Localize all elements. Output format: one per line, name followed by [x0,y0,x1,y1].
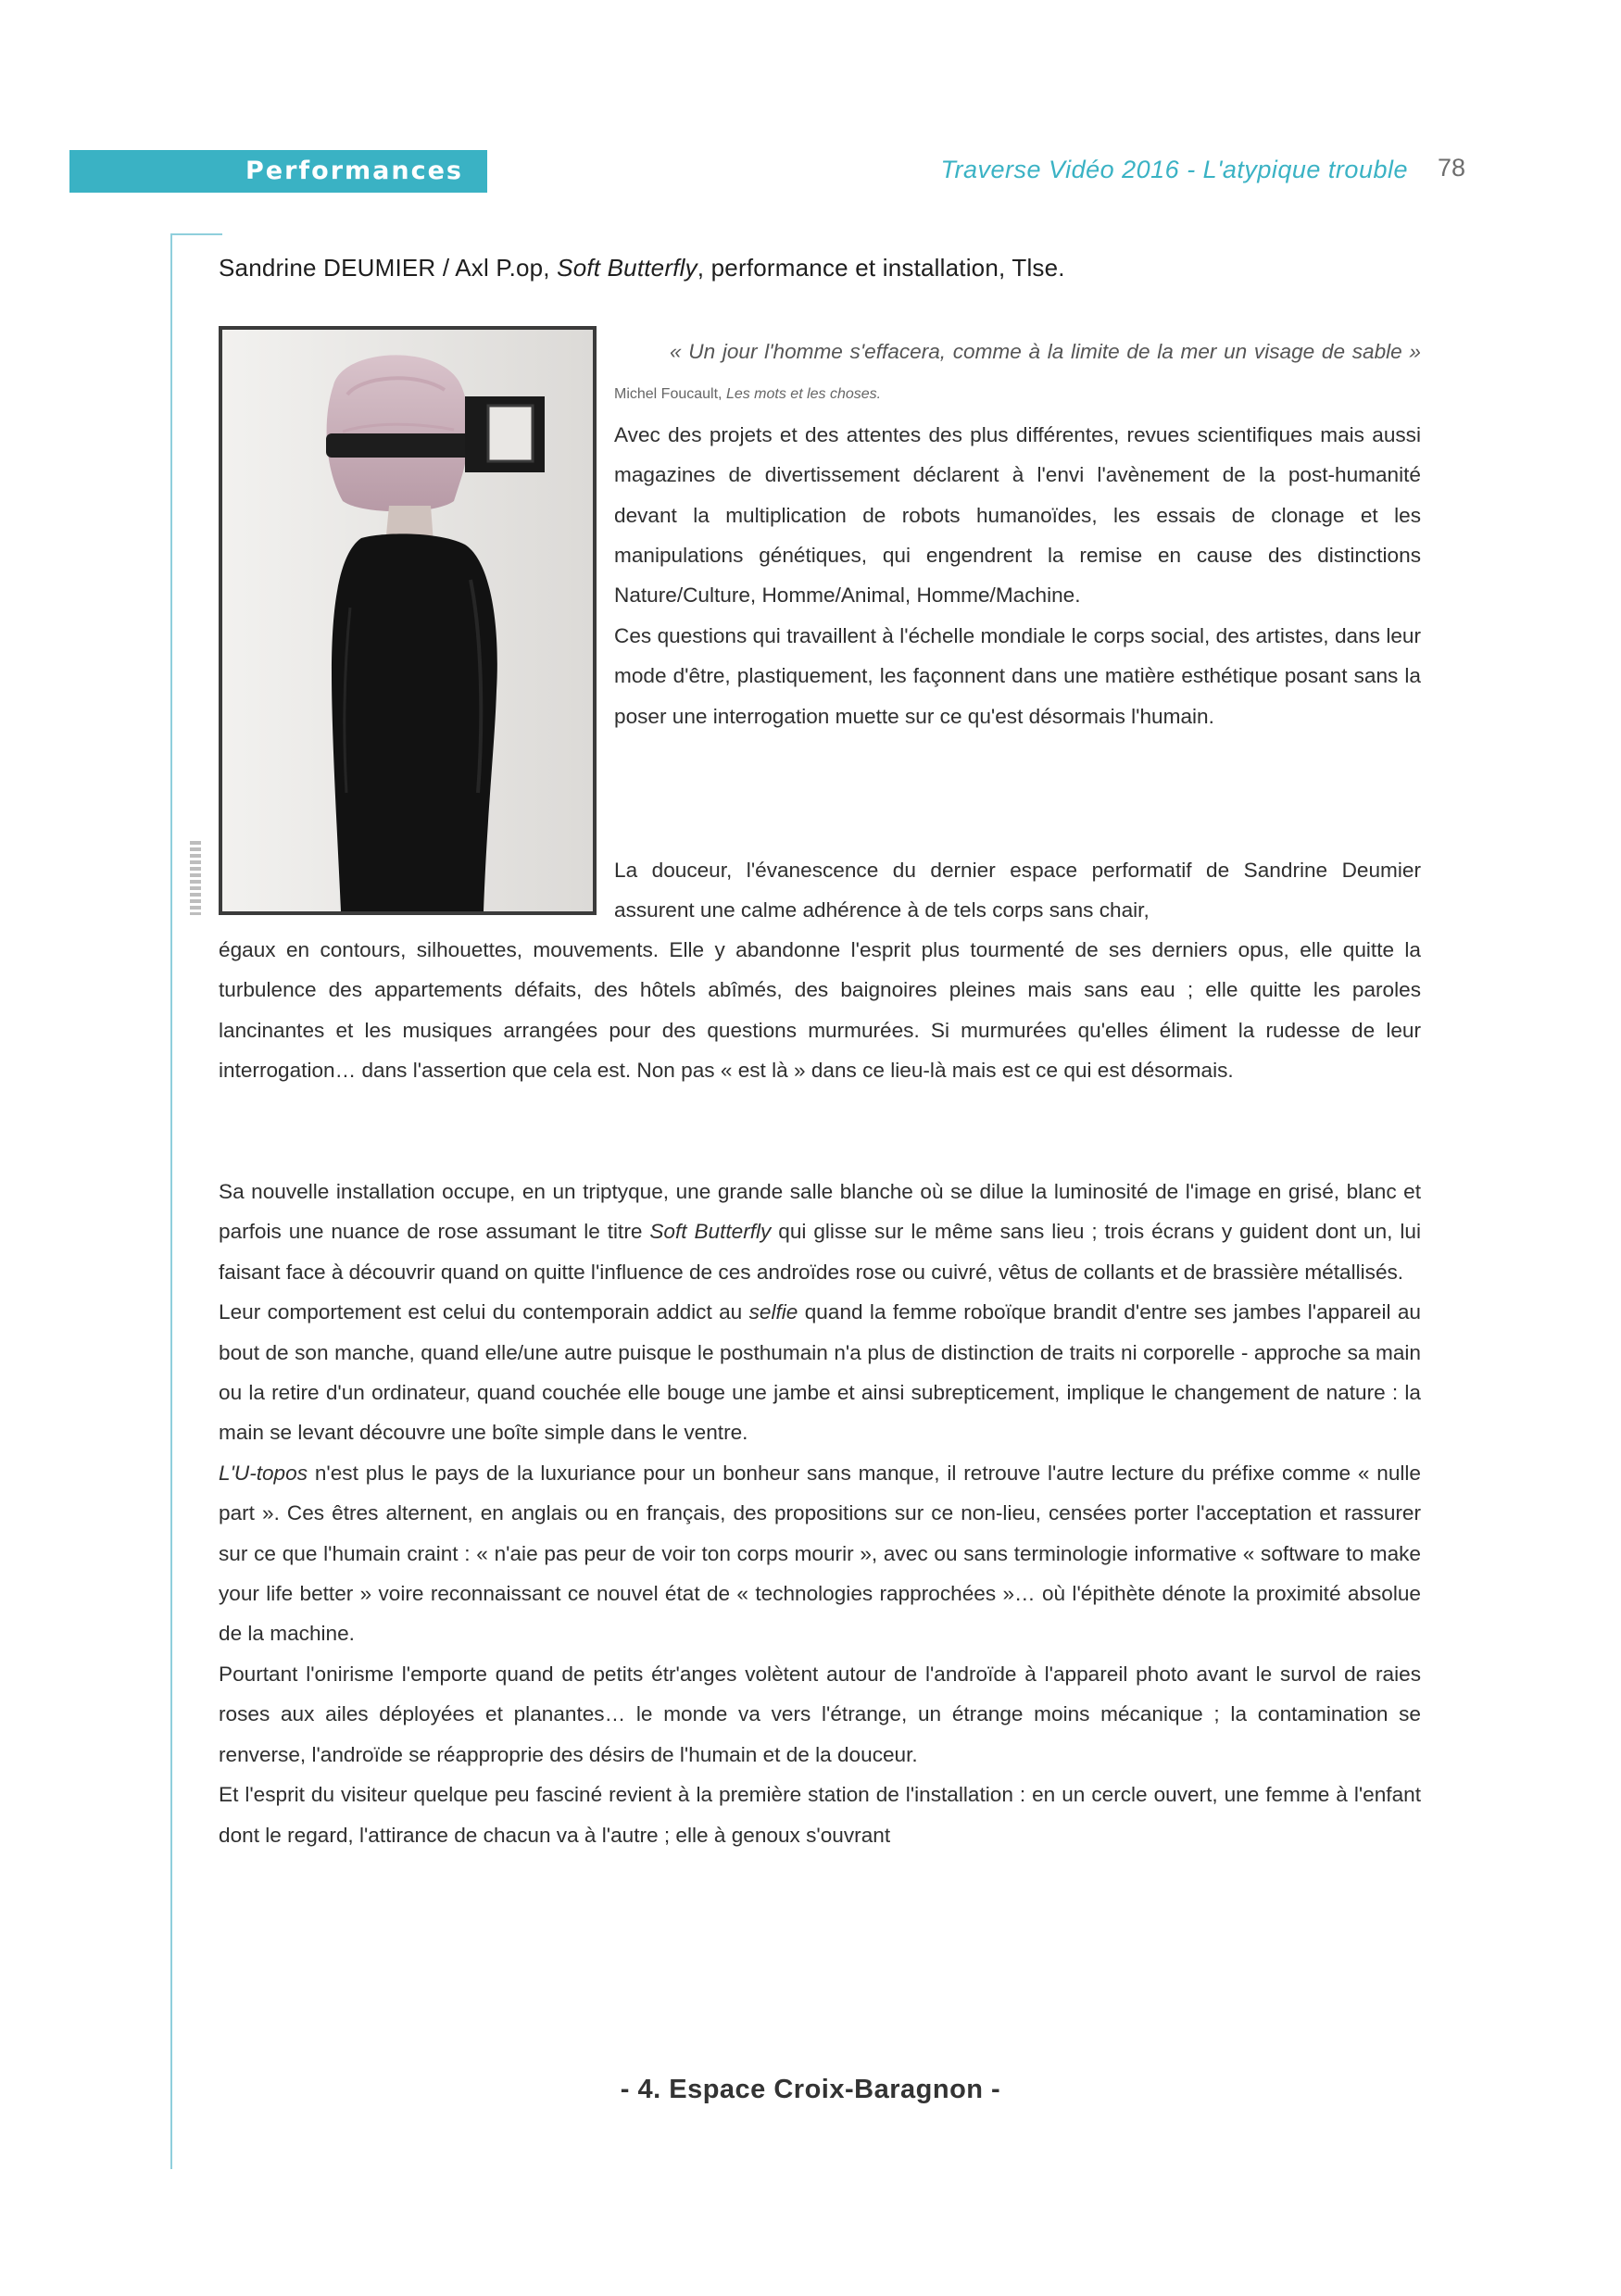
intro-column [614,332,1421,736]
paragraph-4: Sa nouvelle installation occupe, en un triptyque, une grande salle blanche où se dilue la luminosité de l'image en grisé, blanc et parfois une nuance de rose assumant le titre Soft Butterfly qui glisse sur le même sans lieu ; trois écrans y guident dont un, lui faisant face à découvrir quand on quitte l'influence de ces androïdes rose ou cuivré, vêtus de collants et de brassière métallisés. [219,1180,1421,1284]
section-label: Performances [69,150,487,193]
paragraph-8: Et l'esprit du visiteur quelque peu fasciné revient à la première station de l'installation : en un cercle ouvert, une femme à l'enfant dont le regard, l'attirance de chacun va à l'autre ; elle à genoux s'ouvrant [219,1783,1421,1847]
margin-rule-top [170,233,222,235]
photo-credit-mark [190,841,201,915]
paragraph-3-side: La douceur, l'évanescence du dernier espace performatif de Sandrine Deumier assurent une calme adhérence à de tels corps sans chair, [614,859,1421,922]
heading-artists: Sandrine DEUMIER / Axl P.op, [219,254,558,282]
heading-description: , performance et installation, Tlse. [697,254,1065,282]
epigraph [614,332,1421,415]
paragraph-3-continued: égaux en contours, silhouettes, mouvements. Elle y abandonne l'esprit plus tourmenté de ses derniers opus, elle quitte la turbulence des appartements défaits, des hôtels abîmés, des baignoires pleines mais sans eau ; elle quitte les paroles lancinantes et les musiques arrangées pour des questions murmurées. Si murmurées qu'elles éliment la rudesse de leur interrogation… dans l'assertion que cela est. Non pas « est là » dans ce lieu-là mais est ce qui est désormais. [219,938,1421,1083]
paragraph-7: Pourtant l'onirisme l'emporte quand de petits étr'anges volètent autour de l'androïde à l'appareil photo avant le survol de raies roses aux ailes déployées et planantes… le monde va vers l'étrange, un étrange moins mécanique ; la contamination se renverse, l'androïde se réapproprie des désirs de l'humain et de la douceur. [219,1662,1421,1766]
vr-headset-figure-image [222,330,593,911]
paragraph-6: L'U-topos n'est plus le pays de la luxuriance pour un bonheur sans manque, il retrouve l'autre lecture du préfixe comme « nulle part ». Ces êtres alternent, en anglais ou en français, des propositions sur ce non-lieu, censées porter l'acceptation et rassurer sur ce que l'humain craint : « n'aie pas peur de voir ton corps mourir », avec ou sans terminologie informative « software to make your life better » voire reconnaissant ce nouvel état de « technologies rapprochées »… où l'épithète dénote la proximité absolue de la machine. [219,1461,1421,1646]
running-title: Traverse Vidéo 2016 - L'atypique trouble [940,156,1408,183]
margin-rule-left [170,233,172,2169]
body-column-2 [219,1172,1421,1855]
article-heading [219,254,1423,282]
epigraph-quote: « Un jour l'homme s'effacera, comme à la limite de la mer un visage de sable » [670,340,1421,363]
heading-work-title: Soft Butterfly [557,254,697,282]
paragraph-1: Avec des projets et des attentes des plus différentes, revues scientifiques mais aussi magazines de divertissement déclarent à l'envi l'avènement de la post-humanité devant la multiplication de robots humanoïdes, les essais de clonage et les manipulations génétiques, qui engendrent la remise en cause des distinctions Nature/Culture, Homme/Animal, Homme/Machine. [614,422,1421,608]
paragraph-2: Ces questions qui travaillent à l'échelle mondiale le corps social, des artistes, dans leur mode d'être, plastiquement, les façonnent dans une matière esthétique posant sans la poser une interrogation muette sur ce qu'est désormais l'humain. [614,623,1421,728]
venue-footer: - 4. Espace Croix-Baragnon - [620,2075,1001,2104]
epigraph-citation: Michel Foucault, Les mots et les choses. [614,386,882,403]
artwork-photo [219,326,597,915]
body-column-1 [219,930,1421,1091]
page-number: 78 [1437,154,1465,182]
paragraph-5: Leur comportement est celui du contemporain addict au selfie quand la femme roboïque brandit d'entre ses jambes l'appareil au bout de son manche, quand elle/une autre puisque le posthumain n'a plus de distinction de traits ni corporelle - approche sa main ou la retire d'un ordinateur, quand couchée elle bouge une jambe et ainsi subrepticement, implique le changement de nature : la main se levant découvre une boîte simple dans le ventre. [219,1300,1421,1445]
